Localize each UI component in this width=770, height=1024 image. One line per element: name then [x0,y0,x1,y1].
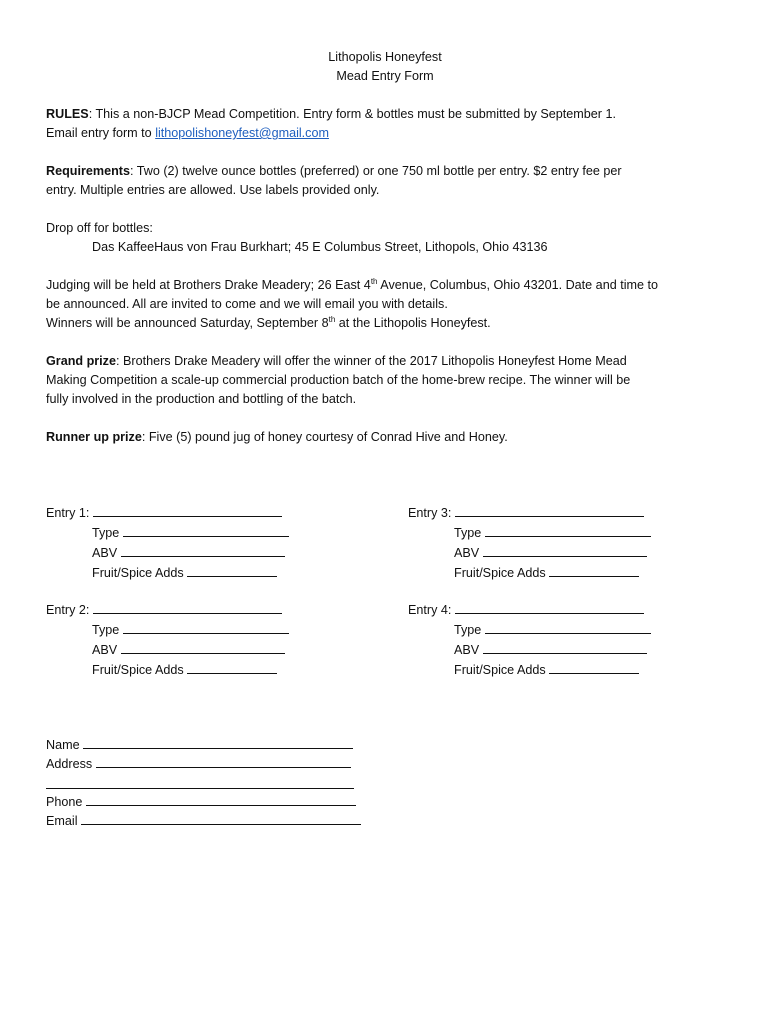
entry-3-adds-field[interactable] [549,563,639,577]
entry-4-abv-row [454,640,647,660]
grand-prize-label: Grand prize [46,354,116,368]
dropoff-location: Das KaffeeHaus von Frau Burkhart; 45 E Columbus Street, Lithopols, Ohio 43136 [92,240,548,254]
rules-email-prefix: Email entry form to [46,126,156,140]
judging-line-2: be announced. All are invited to come and we will email you with details. [46,297,448,311]
entry-2-abv-row [92,640,285,660]
contact-email-row [46,811,361,831]
entry-3-name-row [408,503,644,523]
grand-prize-line-2: Making Competition a scale-up commercial production batch of the home-brew recipe. The winner will be [46,373,631,387]
form-subtitle: Mead Entry Form [336,69,434,83]
requirements-text: : Two (2) twelve ounce bottles (preferred) or one 750 ml bottle per entry. $2 entry fee per [129,164,622,178]
judging-sup: th [370,276,378,286]
entry-4-adds-field[interactable] [549,660,639,674]
entry-2-abv-label: ABV [92,643,118,657]
entry-3-type-field[interactable] [485,523,651,537]
entry-2-name-row [46,600,282,620]
entry-4-abv-field[interactable] [483,640,647,654]
runner-up-label: Runner up prize [46,430,142,444]
entry-3-label: Entry 3: [408,506,452,520]
entry-2-adds-row [92,660,277,680]
entry-1-adds-label: Fruit/Spice Adds [92,566,184,580]
entry-1-abv-label: ABV [92,546,118,560]
entry-3-adds-row [454,563,639,583]
grand-prize-line-1 [46,352,627,371]
rules-paragraph [46,105,616,124]
entry-4-name-field[interactable] [455,600,644,614]
contact-phone-field[interactable] [86,792,356,806]
contact-name-row [46,735,353,755]
contact-email-label: Email [46,814,78,828]
entry-4-label: Entry 4: [408,603,452,617]
judging-line-1 [46,276,658,295]
grand-prize-line-3: fully involved in the production and bottling of the batch. [46,392,357,406]
judging-text-a: Judging will be held at Brothers Drake Meadery; 26 East 4 [46,278,371,292]
contact-phone-label: Phone [46,795,83,809]
winners-text-a: Winners will be announced Saturday, September 8 [46,316,329,330]
entry-4-type-row [454,620,651,640]
requirements-label: Requirements [46,164,130,178]
contact-email-field[interactable] [81,811,361,825]
entry-3-abv-label: ABV [454,546,480,560]
contact-address-line-2[interactable] [46,788,354,789]
contact-name-label: Name [46,738,80,752]
entry-3-name-field[interactable] [455,503,644,517]
entry-1-abv-field[interactable] [121,543,285,557]
entry-3-type-label: Type [454,526,482,540]
entry-4-type-field[interactable] [485,620,651,634]
entry-1-adds-field[interactable] [187,563,277,577]
dropoff-heading: Drop off for bottles: [46,221,153,235]
entry-2-type-field[interactable] [123,620,289,634]
contact-name-field[interactable] [83,735,353,749]
entry-1-type-field[interactable] [123,523,289,537]
entry-1-name-field[interactable] [93,503,282,517]
contact-phone-row [46,792,356,812]
entry-2-type-row [92,620,289,640]
entry-3-abv-row [454,543,647,563]
grand-prize-text: : Brothers Drake Meadery will offer the winner of the 2017 Lithopolis Honeyfest Home Mead [115,354,627,368]
contact-address-label: Address [46,757,93,771]
runner-up-line [46,428,508,447]
entry-2-name-field[interactable] [93,600,282,614]
contact-address-field[interactable] [96,754,351,768]
entry-4-adds-row [454,660,639,680]
form-title: Lithopolis Honeyfest [328,50,442,64]
contact-address-row [46,754,351,774]
requirements-line-1 [46,162,622,181]
judging-text-b: Avenue, Columbus, Ohio 43201. Date and time to [377,278,658,292]
entry-2-abv-field[interactable] [121,640,285,654]
entry-2-label: Entry 2: [46,603,90,617]
contact-email-link[interactable]: lithopolishoneyfest@gmail.com [155,126,329,140]
entry-2-adds-field[interactable] [187,660,277,674]
runner-up-text: : Five (5) pound jug of honey courtesy of Conrad Hive and Honey. [141,430,508,444]
rules-label: RULES [46,107,89,121]
entry-2-adds-label: Fruit/Spice Adds [92,663,184,677]
entry-1-type-row [92,523,289,543]
entry-1-name-row [46,503,282,523]
entry-1-abv-row [92,543,285,563]
rules-email-line [46,124,329,143]
entry-3-type-row [454,523,651,543]
entry-4-adds-label: Fruit/Spice Adds [454,663,546,677]
entry-2-type-label: Type [92,623,120,637]
entry-4-abv-label: ABV [454,643,480,657]
entry-3-abv-field[interactable] [483,543,647,557]
winners-line [46,314,491,333]
entry-4-name-row [408,600,644,620]
entry-3-adds-label: Fruit/Spice Adds [454,566,546,580]
entry-1-adds-row [92,563,277,583]
entry-1-type-label: Type [92,526,120,540]
winners-text-b: at the Lithopolis Honeyfest. [335,316,491,330]
winners-sup: th [328,314,336,324]
requirements-line-2: entry. Multiple entries are allowed. Use labels provided only. [46,183,380,197]
rules-text: : This a non-BJCP Mead Competition. Entry form & bottles must be submitted by September 1. [88,107,617,121]
entry-1-label: Entry 1: [46,506,90,520]
entry-4-type-label: Type [454,623,482,637]
